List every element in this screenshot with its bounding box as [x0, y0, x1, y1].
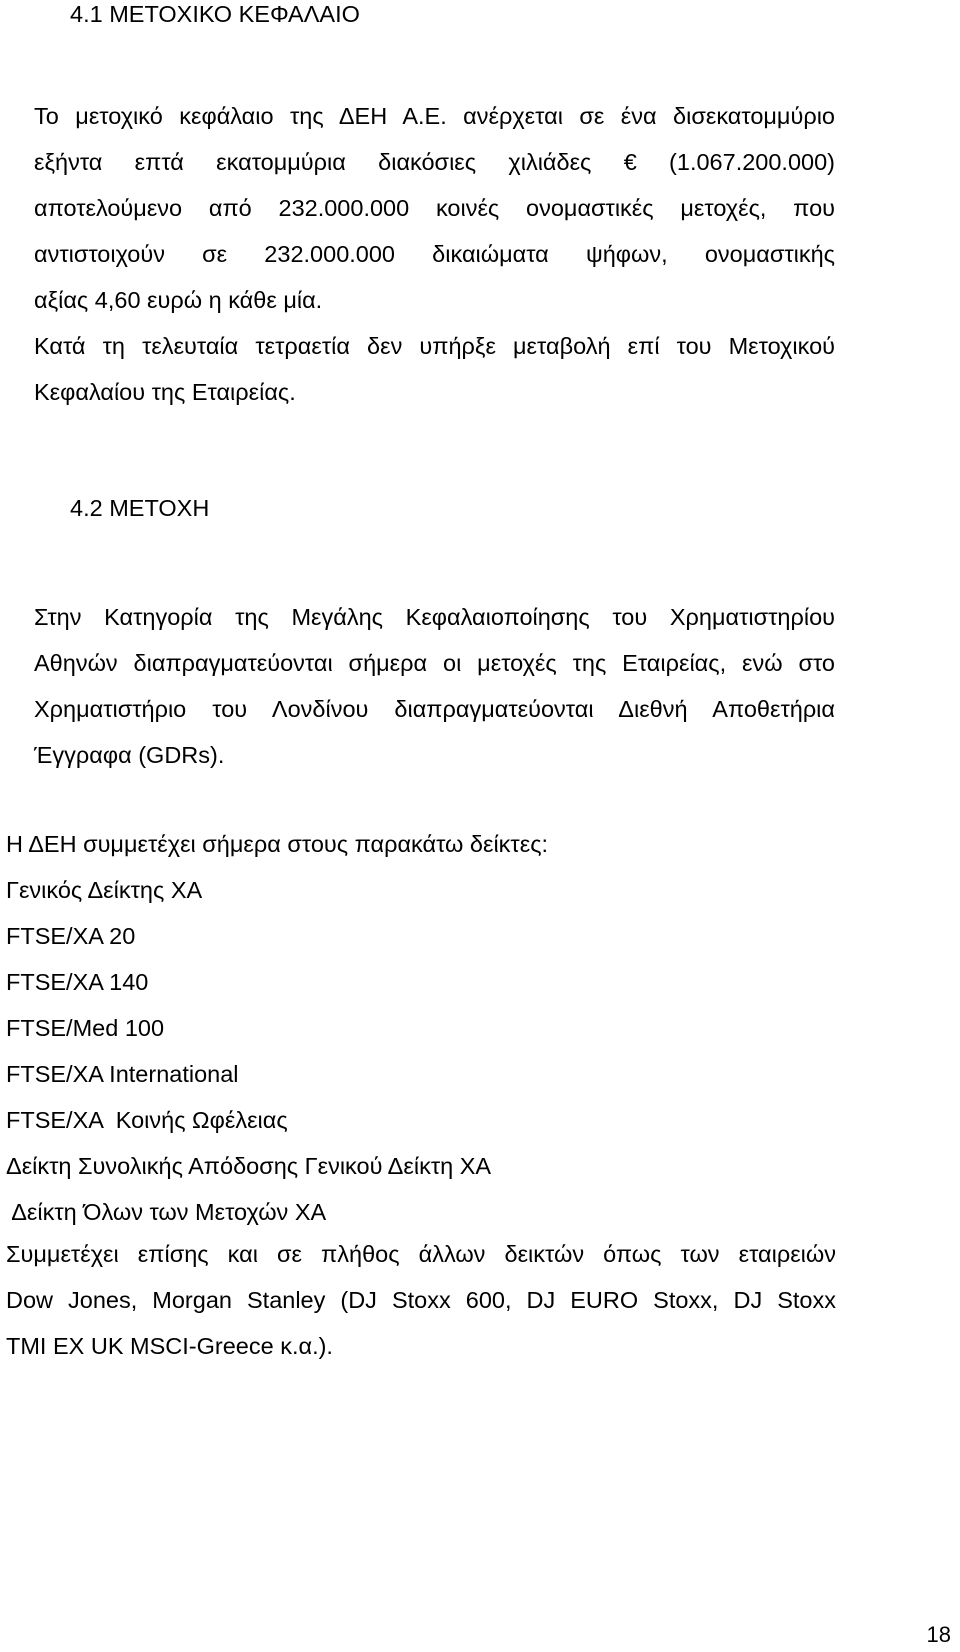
paragraph-line: Το μετοχικό κεφάλαιο της ΔΕΗ Α.Ε. ανέρχεται σε ένα δισεκατομμύριο	[34, 103, 835, 129]
paragraph-line: Στην Κατηγορία της Μεγάλης Κεφαλαιοποίησης του Χρηματιστηρίου	[34, 604, 835, 630]
section-heading-4-1: 4.1 ΜΕΤΟΧΙΚΟ ΚΕΦΑΛΑΙΟ	[70, 1, 360, 27]
index-list-item: FTSE/XA International	[6, 1061, 239, 1087]
paragraph-line: αξίας 4,60 ευρώ η κάθε μία.	[34, 287, 323, 313]
paragraph-line: Χρηματιστήριο του Λονδίνου διαπραγματεύονται Διεθνή Αποθετήρια	[34, 696, 835, 722]
index-list-item: Δείκτη Όλων των Μετοχών ΧΑ	[6, 1199, 327, 1225]
paragraph-line: TMI EX UK MSCI-Greece κ.α.).	[6, 1333, 333, 1359]
paragraph-line: Κατά τη τελευταία τετραετία δεν υπήρξε μεταβολή επί του Μετοχικού	[34, 333, 835, 359]
paragraph-line: Συμμετέχει επίσης και σε πλήθος άλλων δεικτών όπως των εταιρειών	[6, 1241, 836, 1267]
index-list-item: FTSE/XA 20	[6, 923, 136, 949]
paragraph-line: Κεφαλαίου της Εταιρείας.	[34, 379, 296, 405]
index-list-item: FTSE/Med 100	[6, 1015, 165, 1041]
index-list-item: Γενικός Δείκτης ΧΑ	[6, 877, 203, 903]
paragraph-line: Έγγραφα (GDRs).	[34, 742, 225, 768]
paragraph-line: Αθηνών διαπραγματεύονται σήμερα οι μετοχές της Εταιρείας, ενώ στο	[34, 650, 835, 676]
index-list-item: FTSE/XA 140	[6, 969, 149, 995]
section-heading-4-2: 4.2 ΜΕΤΟΧΗ	[70, 495, 210, 521]
index-list-item: FTSE/XA Κοινής Ωφέλειας	[6, 1107, 288, 1133]
paragraph-line: Dow Jones, Morgan Stanley (DJ Stoxx 600, DJ EURO Stoxx, DJ Stoxx	[6, 1287, 836, 1313]
paragraph-line: αντιστοιχούν σε 232.000.000 δικαιώματα ψήφων, ονομαστικής	[34, 241, 835, 267]
paragraph-line: αποτελούμενο από 232.000.000 κοινές ονομαστικές μετοχές, που	[34, 195, 835, 221]
page-number: 18	[926, 1622, 951, 1647]
paragraph-line: εξήντα επτά εκατομμύρια διακόσιες χιλιάδες € (1.067.200.000)	[34, 149, 835, 175]
index-list-item: Δείκτη Συνολικής Απόδοσης Γενικού Δείκτη ΧΑ	[6, 1153, 492, 1179]
indices-intro: Η ΔΕΗ συμμετέχει σήμερα στους παρακάτω δείκτες:	[6, 831, 549, 857]
